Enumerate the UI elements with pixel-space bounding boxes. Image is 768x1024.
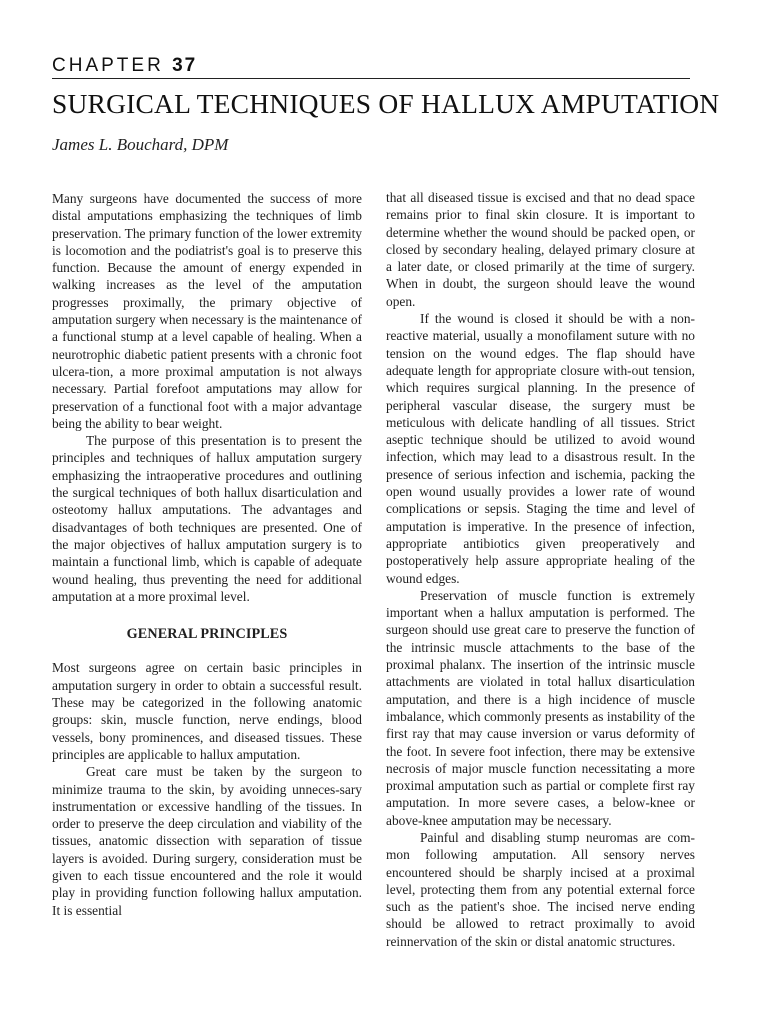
paragraph: Great care must be taken by the surgeon to minimize trauma to the skin, by avoiding unneces-sary instrumentation or excessive handling of the tissues. In order to preserve the deep circulation and viability of the tissues, anatomic dissection with separation of tissue layers is avoided. During surgery, consideration must be given to each tissue encountered and the role it would play in providing function following hallux amputation. It is essential: [52, 764, 362, 918]
left-column: [52, 190, 362, 919]
chapter-label: [52, 55, 197, 77]
page-title: SURGICAL TECHNIQUES OF HALLUX AMPUTATION: [52, 88, 720, 119]
section-heading: GENERAL PRINCIPLES: [126, 626, 288, 643]
paragraph: Many surgeons have documented the success of more distal amputations emphasizing the techniques of limb preservation. The primary function of the lower extremity is locomotion and the podiatrist's goal is to preserve this function. Because the amount of energy expended in walking increases as the level of the amputation progresses proximally, the primary objective of amputation surgery when necessary is the maintenance of a functional stump at a level capable of healing. When a neurotrophic diabetic patient presents with a chronic foot ulcera-tion, a more proximal amputation is not always necessary. Partial forefoot amputations may allow for preservation of a functional foot with a major advantage being the ability to bear weight.: [52, 191, 362, 431]
paragraph: The purpose of this presentation is to present the principles and techniques of hallux amputation surgery emphasizing the intraoperative procedures and outlining the surgical techniques of both hallux disarticulation and osteotomy hallux amputations. The advantages and disadvantages of both techniques are presented. One of the major objectives of hallux amputation surgery is to maintain a functional limb, which is capable of adequate wound healing, thus preventing the need for additional amputation at a more proximal level.: [52, 433, 362, 604]
right-column: [386, 189, 695, 950]
paragraph: Preservation of muscle function is extremely important when a hallux amputation is performed. The surgeon should use great care to preserve the function of the intrinsic muscle attachments to the base of the proximal phalanx. The insertion of the intrinsic muscle attachments are violated in total hallux disarticulation amputation, and there is a high incidence of muscle imbalance, which commonly presents as instability of the first ray that may cause inversion or varus deformity of the foot. In severe foot infection, there may be extensive necrosis of major muscle function necessitating a more proximal amputation such as partial or complete first ray amputation. In more severe cases, a below-knee or above-knee amputation may be necessary.: [386, 587, 695, 828]
paragraph: If the wound is closed it should be with a non-reactive material, usually a monofilament suture with no tension on the wound edges. The flap should have adequate length for appropriate closure with-out tension, which requires surgical planning. In the presence of peripheral vascular disease, the surgery must be meticulous with delicate handling of all tissues. Strict aseptic technique should be utilized to avoid wound infection, which may lead to a disastrous result. In the presence of serious infection and ischemia, packing the open wound usually provides a lower rate of wound complications or sepsis. Staging the time and level of amputation is imperative. In the presence of infection, appropriate antibiotics given preoperatively and postoperatively help assure appropriate healing of the wound edges.: [386, 311, 695, 586]
paragraph: Painful and disabling stump neuromas are com-mon following amputation. All sensory nerves encountered should be sharply incised at a proximal level, protecting them from any potential external force such as the patient's shoe. The incised nerve ending should be allowed to retract proximally to avoid reinnervation of the skin or distal anatomic structures.: [386, 829, 695, 949]
header-rule: [52, 78, 690, 79]
paragraph: Most surgeons agree on certain basic principles in amputation surgery in order to obtain a successful result. These may be categorized in the following anatomic groups: skin, muscle function, nerve endings, blood vessels, bony prominences, and diseased tissues. These principles are applicable to hallux amputation.: [52, 660, 362, 762]
paragraph: that all diseased tissue is excised and that no dead space remains prior to final skin closure. It is important to determine whether the wound should be packed open, or closed by secondary healing, delayed primary closure at a later date, or closed primarily at the time of surgery. When in doubt, the surgeon should leave the wound open.: [386, 190, 695, 309]
chapter-number: 37: [172, 55, 198, 76]
author-name: James L. Bouchard, DPM: [52, 135, 229, 154]
chapter-word: CHAPTER: [52, 55, 164, 76]
